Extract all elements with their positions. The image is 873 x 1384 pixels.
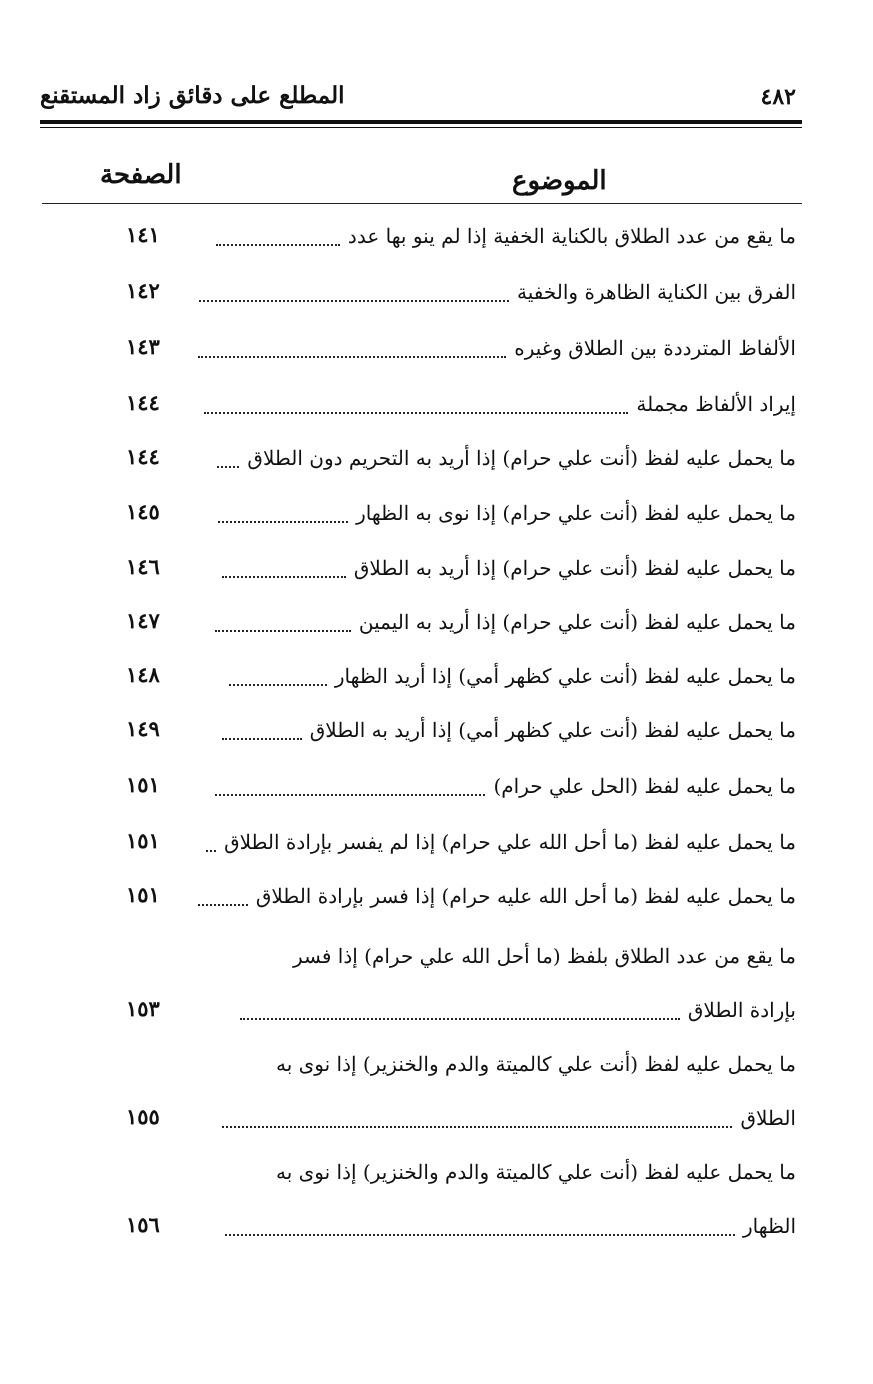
toc-page-number: ١٥١ — [126, 828, 160, 853]
toc-entry-text: ما يحمل عليه لفظ (أنت علي كظهر أمي) إذا أريد الظهار — [334, 664, 796, 688]
toc-entry-first-line — [110, 1048, 796, 1088]
dot-leader — [215, 793, 485, 796]
toc-entry-text: ما يحمل عليه لفظ (أنت علي كظهر أمي) إذا أريد به الطلاق — [309, 718, 796, 742]
dot-leader — [217, 465, 239, 468]
toc-page-number: ١٤٦ — [126, 554, 160, 579]
topic-column-heading: الموضوع — [512, 166, 607, 196]
toc-entry-text: ما يحمل عليه لفظ (أنت علي كالميتة والدم والخنزير) إذا نوى به — [275, 1160, 796, 1184]
toc-page-number: ١٤٩ — [126, 716, 160, 741]
header-rule-thin — [40, 127, 802, 128]
toc-entry-first-line — [110, 1156, 796, 1196]
dot-leader — [222, 575, 346, 578]
header-rule-thick — [40, 120, 802, 124]
toc-entry-text: إيراد الألفاظ مجملة — [636, 392, 796, 416]
dot-leader — [199, 299, 509, 302]
toc-entry-first-line — [110, 940, 796, 980]
toc-entry — [110, 552, 796, 592]
toc-entry-text: ما يحمل عليه لفظ (أنت علي حرام) إذا أريد به الطلاق — [353, 556, 796, 580]
toc-page-number: ١٥٦ — [126, 1212, 160, 1237]
page-number: ٤٨٢ — [760, 84, 796, 110]
toc-entry-text: ما يحمل عليه لفظ (أنت علي كالميتة والدم والخنزير) إذا نوى به — [275, 1052, 796, 1076]
toc-entry-text: ما يحمل عليه لفظ (أنت علي حرام) إذا أريد به اليمين — [358, 610, 796, 634]
dot-leader — [218, 520, 348, 523]
toc-entry — [110, 660, 796, 700]
toc-entry-text: ما يحمل عليه لفظ (أنت علي حرام) إذا نوى به الظهار — [356, 501, 796, 525]
dot-leader — [198, 903, 248, 906]
toc-page-number: ١٤٥ — [126, 499, 160, 524]
dot-leader — [229, 683, 327, 686]
toc-entry-text: بإرادة الطلاق — [687, 998, 796, 1022]
dot-leader — [204, 411, 628, 414]
dot-leader — [206, 849, 216, 852]
toc-page-number: ١٤٤ — [126, 390, 160, 415]
running-header — [40, 82, 802, 122]
toc-entry — [110, 770, 796, 810]
toc-entry-text: الألفاظ المترددة بين الطلاق وغيره — [514, 336, 796, 360]
page-column-heading: الصفحة — [100, 160, 182, 190]
toc-entry-text: ما يقع من عدد الطلاق بالكناية الخفية إذا لم ينو بها عدد — [347, 224, 796, 248]
toc-page-number: ١٤٢ — [126, 278, 160, 303]
column-headings — [42, 160, 802, 200]
toc-page-number: ١٤٧ — [126, 608, 160, 633]
toc-entry-text: الطلاق — [740, 1106, 796, 1130]
toc-page-number: ١٥١ — [126, 882, 160, 907]
toc-entry — [110, 1210, 796, 1250]
toc-page-number: ١٥١ — [126, 772, 160, 797]
toc-entry — [110, 714, 796, 754]
toc-page-number: ١٤١ — [126, 222, 160, 247]
dot-leader — [216, 243, 340, 246]
toc-entry — [110, 442, 796, 482]
toc-entry — [110, 880, 796, 920]
dot-leader — [240, 1017, 680, 1020]
toc-entry-text: الظهار — [742, 1214, 796, 1238]
toc-entry-text: ما يحمل عليه لفظ (الحل علي حرام) — [493, 774, 796, 798]
toc-entry — [110, 276, 796, 316]
toc-page-number: ١٥٥ — [126, 1104, 160, 1129]
toc-entry-text: ما يقع من عدد الطلاق بلفظ (ما أحل الله علي حرام) إذا فسر — [293, 944, 796, 968]
toc-entry — [110, 1102, 796, 1142]
dot-leader — [198, 355, 506, 358]
toc-entry — [110, 220, 796, 260]
toc-entry — [110, 497, 796, 537]
dot-leader — [222, 1125, 732, 1128]
toc-entry — [110, 388, 796, 428]
dot-leader — [225, 1233, 735, 1236]
toc-entry — [110, 606, 796, 646]
toc-page-number: ١٤٣ — [126, 334, 160, 359]
toc-entry-text: الفرق بين الكناية الظاهرة والخفية — [517, 280, 796, 304]
toc-entry-text: ما يحمل عليه لفظ (ما أحل الله علي حرام) إذا لم يفسر بإرادة الطلاق — [224, 830, 796, 854]
toc-entry — [110, 826, 796, 866]
toc-page-number: ١٤٤ — [126, 444, 160, 469]
toc-page-number: ١٥٣ — [126, 996, 160, 1021]
toc-page-number: ١٤٨ — [126, 662, 160, 687]
toc-entry — [110, 332, 796, 372]
heading-rule — [42, 203, 802, 204]
toc-entry-text: ما يحمل عليه لفظ (ما أحل الله عليه حرام) إذا فسر بإرادة الطلاق — [255, 884, 796, 908]
toc-entry — [110, 994, 796, 1034]
toc-entry-text: ما يحمل عليه لفظ (أنت علي حرام) إذا أريد به التحريم دون الطلاق — [247, 446, 796, 470]
book-title: المطلع على دقائق زاد المستقنع — [40, 82, 345, 109]
dot-leader — [222, 737, 302, 740]
dot-leader — [215, 629, 351, 632]
